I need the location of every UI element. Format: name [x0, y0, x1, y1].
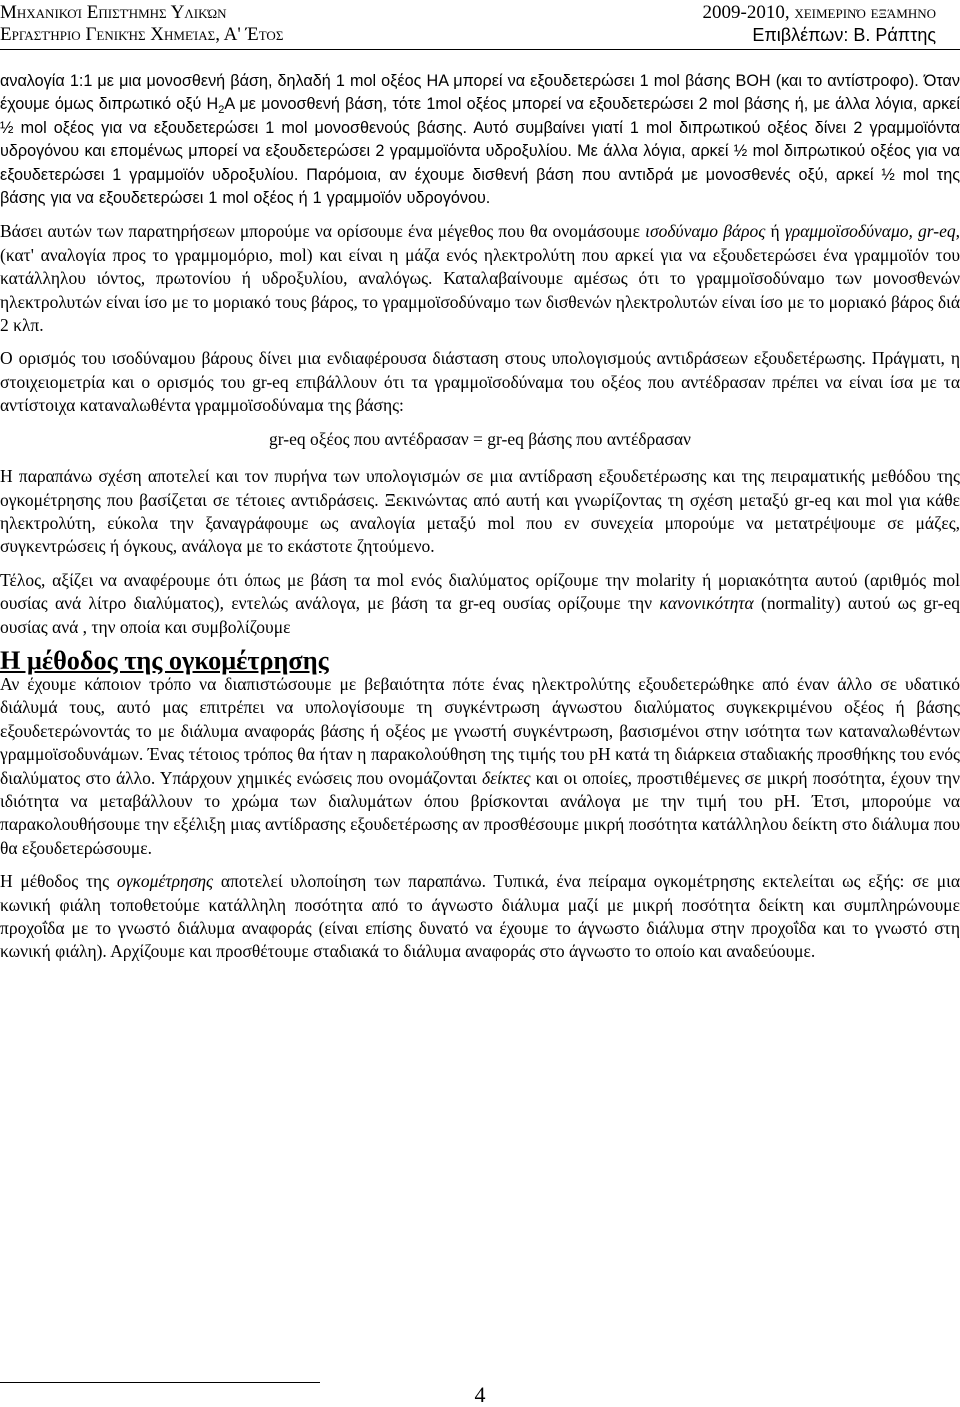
paragraph	[0, 673, 960, 860]
italic-run: κανονικότητα	[659, 593, 754, 614]
header-row-bottom	[0, 24, 960, 46]
text-run: Η παραπάνω σχέση αποτελεί και τον πυρήνα των υπολογισμών σε μια αντίδραση εξουδετέρωσης και της πειραματικής μεθόδου της ογκομέτρησης που βασίζεται σε τέτοιες αντιδράσεις. Ξεκινώντας από αυτή και γνωρίζοντας τη σχέση μεταξύ gr-eq και mol για κάθε ηλεκτρολύτη, εύκολα την ξαναγράφουμε ως αναλογία μεταξύ mol που εν συνεχεία μπορούμε να μετατρέψουμε σε μάζες, συγκεντρώσεις ή όγκους, ανάλογα με το εκάστοτε ζητούμενο.	[0, 466, 960, 557]
text-run: Η μέθοδος της	[0, 871, 117, 892]
text-run: Αν έχουμε κάποιον τρόπο να διαπιστώσουμε με βεβαιότητα πότε ένας ηλεκτρολύτης εξουδετερώθηκε από έναν άλλο σε υδατικό διάλυμά τους, αυτό μας επιτρέπει να υπολογίσουμε τη συγκέντρωση άγνωστου διαλύματος συγκεκριμένου οξέος ή βάσης εξουδετερώνοντάς το με διάλυμα αναφοράς βάσης ή οξέος με γνωστή συγκέντρωση, βασισμένοι στην ισότητα των καταναλωθέντων γραμμοϊσοδυνάμων. Ένας τέτοιος τρόπος θα ήταν η παρακολούθηση της τιμής του pH κατά τη διάρκεια σταδιακής προσθήκης του ενός διαλύματος στο άλλο. Υπάρχουν χημικές ενώσεις που ονομάζονται	[0, 673, 960, 788]
lab-title: Εργαστήριο Γενικής Χημείας, Α' Έτος	[0, 24, 284, 45]
italic-run: γραμμοϊσοδύναμο, gr-eq	[784, 221, 956, 242]
text-run: Βάσει αυτών των παρατηρήσεων μπορούμε να ορίσουμε ένα μέγεθος που θα ονομάσουμε	[0, 221, 646, 242]
text-run: αναλογία 1:1 με μια μονοσθενή βάση, δηλαδή 1 mol οξέος ΗΑ μπορεί να εξουδετερώσει 1 mol βάσης ΒΟΗ (και το αντίστροφο).	[0, 72, 924, 90]
text-run: και οι οποίες, προστιθέμενες σε μικρή ποσότητα, έχουν την ιδιότητα να μεταβάλλουν το χρώμα των διαλυμάτων όπου βρίσκονται ανάλογα με την τιμή του pH. Έτσι, μπορούμε να παρακολουθήσουμε την εξέλιξη μιας αντίδρασης εξουδετέρωσης αν προσθέσουμε μικρή ποσότητα κατάλληλου δείκτη στο διάλυμα που θα εξουδετερώσουμε.	[0, 767, 960, 858]
text-run: Όταν έχουμε όμως διπρωτικό οξύ Η	[0, 72, 960, 114]
text-run: gr-eq οξέος που αντέδρασαν = gr-eq βάσης που αντέδρασαν	[269, 428, 691, 449]
equation-line	[0, 428, 960, 451]
paragraph	[0, 569, 960, 639]
paragraph	[0, 465, 960, 559]
text-run: , (κατ' αναλογία προς το γραμμομόριο, mol) και είναι η μάζα ενός ηλεκτρολύτη που αρκεί για να εξουδετερώσει ένα γραμμοϊόν του κατάλληλου ιόντος, πρωτονίου ή υδροξυλίου, αναλόγως. Καταλαβαίνουμε αμέσως ότι το γραμμοϊσοδύναμο των μονοσθενών ηλεκτρολυτών είναι ίσο με το μοριακό τους βάρος, το γραμμοϊσοδύναμο των δισθενών ηλεκτρολυτών είναι ίσο με το μοριακό βάρος διά 2 κλπ.	[0, 221, 960, 336]
paragraph	[0, 70, 960, 210]
footer-divider	[0, 1382, 320, 1383]
italic-run: ογκομέτρησης	[116, 871, 214, 892]
supervisor-label: Επιβλέπων: Β. Ράπτης	[752, 25, 936, 45]
paragraph	[0, 220, 960, 337]
semester-label: 2009-2010, χειμερινό εξάμηνο	[702, 2, 936, 23]
page-header	[0, 0, 960, 50]
italic-run: δείκτες	[481, 767, 531, 788]
course-title: Μηχανικοί Επιστήμης Υλικών	[0, 2, 227, 23]
page-number: 4	[474, 1382, 486, 1407]
text-run: Τέλος, αξίζει να αναφέρουμε ότι όπως με βάση τα mol ενός διαλύματος ορίζουμε την molarity ή μοριακότητα αυτού (αριθμός mol ουσίας ανά λίτρο διαλύματος), εντελώς ανάλογα, με βάση τα gr-eq ουσίας ορίζουμε την	[0, 569, 960, 614]
text-run: αποτελεί υλοποίηση των παραπάνω. Τυπικά, ένα πείραμα ογκομέτρησης εκτελείται ως εξής: σε μια κωνική φιάλη τοποθετούμε κατάλληλη ποσότητα από το άγνωστο διάλυμα μαζί με μικρή ποσότητα δείκτη και συμπληρώνουμε προχοΐδα με το γνωστό διάλυμα αναφοράς (είναι επίσης δυνατό να έχουμε το άγνωστο διάλυμα στην προχοΐδα και το γνωστό στη κωνική φιάλη). Αρχίζουμε και προσθέτουμε σταδιακά το διάλυμα αναφοράς στο άγνωστο το οποίο και αναδεύουμε.	[0, 871, 960, 962]
subscript-run: 2	[218, 104, 225, 117]
section-heading	[0, 645, 960, 675]
text-run: Ο ορισμός του ισοδύναμου βάρους δίνει μια ενδιαφέρουσα διάσταση στους υπολογισμούς αντιδράσεων εξουδετέρωσης. Πράγματι, η στοιχειομετρία και ο ορισμός του gr-eq επιβάλλουν ότι τα γραμμοϊσοδύναμα του οξέος που αντέδρασαν πρέπει να είναι ίσα με τα αντίστοιχα καταναλωθέντα γραμμοϊσοδύναμα της βάσης:	[0, 348, 960, 416]
italic-run: ισοδύναμο βάρος	[645, 221, 766, 242]
document-body	[0, 70, 960, 974]
text-run: ή	[765, 221, 785, 242]
text-run: Αυτό συμβαίνει γιατί 1 mol διπρωτικού οξέος δίνει 2 γραμμοϊόντα υδρογόνου και επομένως μπορεί να εξουδετερώσει 2 γραμμοϊόντα υδροξυλίου. Με άλλα λόγια, αρκεί ½ mol διπρωτικού οξέος για να εξουδετερώσει 1 γραμμοϊόν υδροξυλίου. Παρόμοια, αν έχουμε δισθενή βάση που αντιδρά με μονοσθενές οξύ, αρκεί ½ mol της βάσης για να εξουδετερώσει 1 mol οξέος ή 1 γραμμοϊόν υδρογόνου.	[0, 118, 960, 208]
header-divider	[0, 49, 960, 50]
paragraph	[0, 347, 960, 417]
text-run: Α με μονοσθενή βάση, τότε 1mol οξέος μπορεί να εξουδετερώσει 2 mol βάσης ή, με άλλα λόγια, αρκεί ½ mol οξέος για να εξουδετερώσει 1 mol μονοσθενούς βάσης.	[0, 95, 960, 137]
text-run: (normality) αυτού ως gr-eq ουσίας ανά , την οποία και συμβολίζουμε	[0, 593, 960, 637]
paragraph	[0, 870, 960, 964]
text-run: Η μέθοδος της ογκομέτρησης	[0, 645, 329, 675]
header-row-top	[0, 2, 960, 24]
